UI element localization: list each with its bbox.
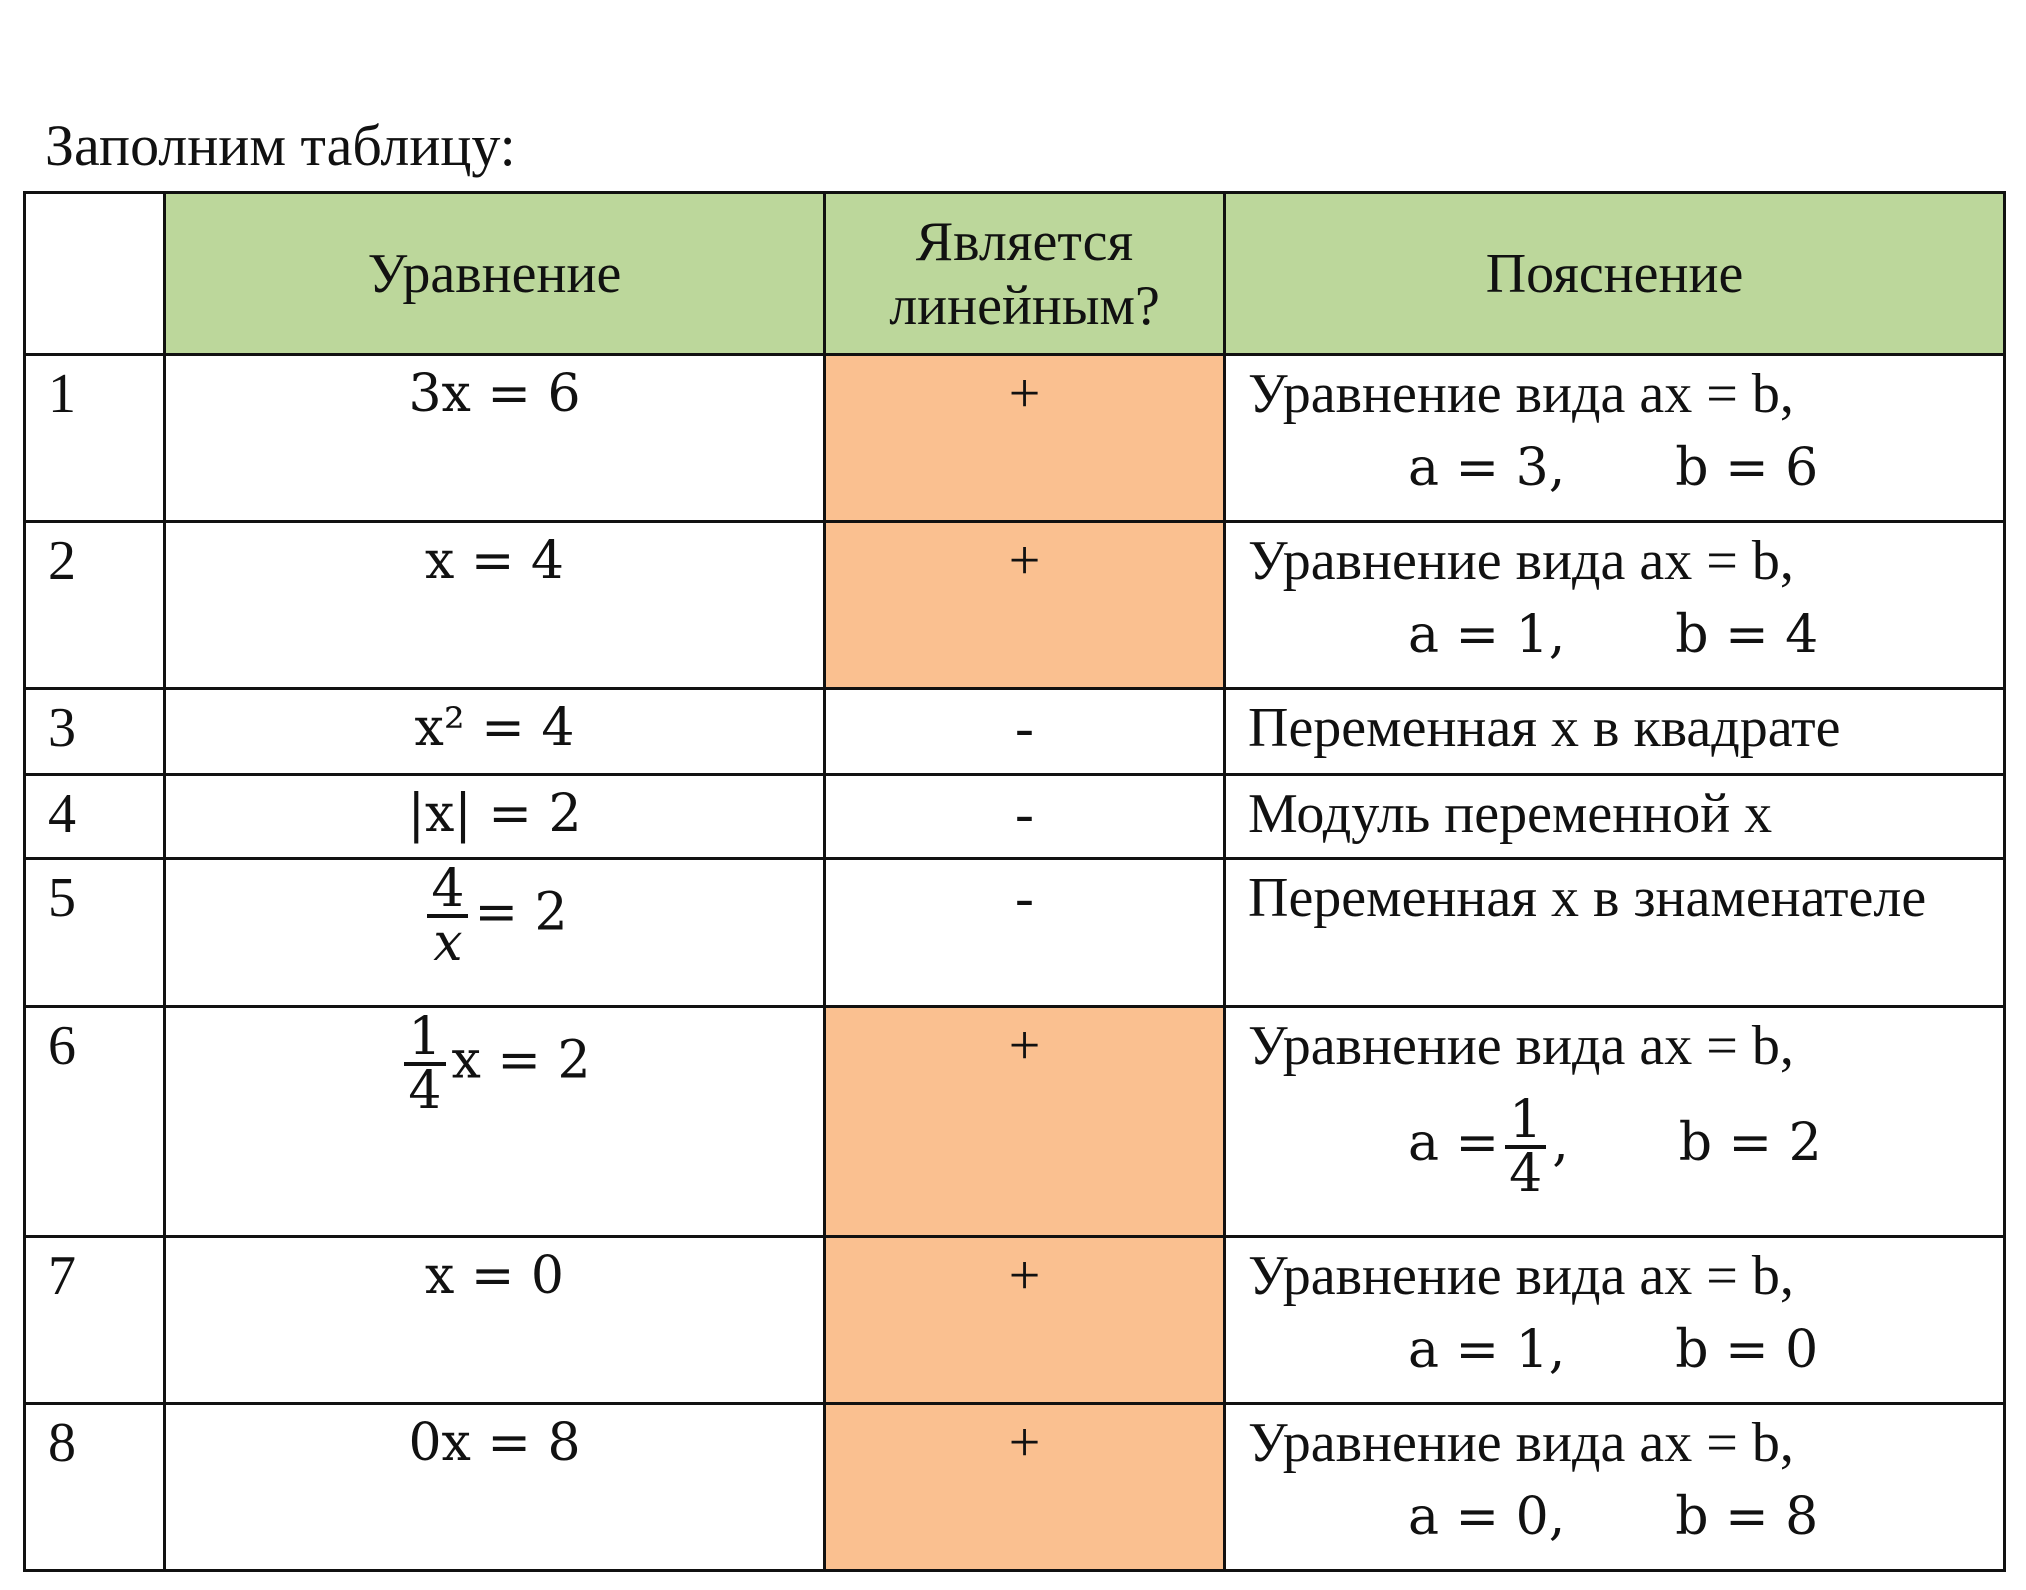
header-row (25, 193, 2005, 355)
coef-b: b = 0 (1675, 1320, 1819, 1380)
coef-b: b = 8 (1675, 1487, 1819, 1547)
explanation-cell (1225, 1237, 2005, 1404)
linear-mark: - (825, 775, 1225, 859)
equation-rest: x = 2 (451, 1030, 591, 1091)
fraction-denominator: 4 (1509, 1143, 1543, 1204)
fraction-denominator: 4 (408, 1061, 442, 1121)
explanation-cell (1225, 1404, 2005, 1571)
table-row (25, 689, 2005, 775)
coef-b: b = 2 (1678, 1113, 1822, 1173)
header-linear-line1: Является (915, 210, 1134, 273)
explanation-text: Модуль переменной x (1225, 775, 2005, 859)
row-number: 6 (25, 1007, 165, 1237)
coef-a-prefix: a = (1408, 1113, 1500, 1173)
linear-mark: + (825, 355, 1225, 522)
row-number: 8 (25, 1404, 165, 1571)
row-number: 1 (25, 355, 165, 522)
equation-cell (165, 1007, 825, 1237)
fraction-denominator: x (433, 913, 463, 973)
fraction (1505, 1089, 1546, 1204)
header-empty-cell (25, 193, 165, 355)
equation-cell: 3x = 6 (165, 355, 825, 522)
comma: , (1552, 1113, 1569, 1173)
coefficients (1248, 426, 2003, 510)
equations-table (23, 191, 2006, 1572)
linear-mark: + (825, 522, 1225, 689)
row-number: 2 (25, 522, 165, 689)
row-number: 7 (25, 1237, 165, 1404)
explanation-text: Переменная x в квадрате (1225, 689, 2005, 775)
fraction (427, 859, 468, 973)
coef-a: a = 1, (1408, 605, 1566, 665)
table-row (25, 859, 2005, 1007)
row-number: 4 (25, 775, 165, 859)
equation-cell: x = 0 (165, 1237, 825, 1404)
coefficients (1248, 1078, 2003, 1208)
coefficients (1248, 593, 2003, 677)
coef-a: a = 3, (1408, 438, 1566, 498)
linear-mark: - (825, 689, 1225, 775)
table-row (25, 1007, 2005, 1237)
table-row (25, 355, 2005, 522)
table-row (25, 522, 2005, 689)
coef-a: a = 1, (1408, 1320, 1566, 1380)
equation-cell (165, 859, 825, 1007)
explanation-cell (1225, 1007, 2005, 1237)
explanation-text: Уравнение вида ax = b, (1248, 1412, 1794, 1474)
fraction-numerator: 1 (404, 1012, 445, 1066)
coefficients (1248, 1308, 2003, 1392)
equation-cell: |x| = 2 (165, 775, 825, 859)
explanation-text: Уравнение вида ax = b, (1248, 1015, 1794, 1077)
coefficients (1248, 1475, 2003, 1559)
coef-b: b = 6 (1675, 438, 1819, 498)
table-row (25, 775, 2005, 859)
linear-mark: + (825, 1404, 1225, 1571)
fraction (404, 1007, 445, 1121)
linear-mark: - (825, 859, 1225, 1007)
table-row (25, 1404, 2005, 1571)
fraction-numerator: 1 (1505, 1095, 1546, 1149)
linear-mark: + (825, 1007, 1225, 1237)
intro-text: Заполним таблицу: (45, 113, 516, 178)
explanation-text: Переменная x в знаменателе (1225, 859, 2005, 1007)
equation-rest: = 2 (474, 882, 568, 943)
row-number: 3 (25, 689, 165, 775)
fraction-numerator: 4 (427, 864, 468, 918)
header-explanation: Пояснение (1225, 193, 2005, 355)
explanation-text: Уравнение вида ax = b, (1248, 1245, 1794, 1307)
coef-a: a = 0, (1408, 1487, 1566, 1547)
explanation-text: Уравнение вида ax = b, (1248, 530, 1794, 592)
table-row (25, 1237, 2005, 1404)
equation-cell: 0x = 8 (165, 1404, 825, 1571)
equation-cell: x = 4 (165, 522, 825, 689)
header-linear-line2: линейным? (889, 274, 1160, 337)
equation-cell: x² = 4 (165, 689, 825, 775)
explanation-cell (1225, 355, 2005, 522)
header-equation: Уравнение (165, 193, 825, 355)
explanation-text: Уравнение вида ax = b, (1248, 363, 1794, 425)
header-linear (825, 193, 1225, 355)
row-number: 5 (25, 859, 165, 1007)
explanation-cell (1225, 522, 2005, 689)
linear-mark: + (825, 1237, 1225, 1404)
coef-b: b = 4 (1675, 605, 1819, 665)
